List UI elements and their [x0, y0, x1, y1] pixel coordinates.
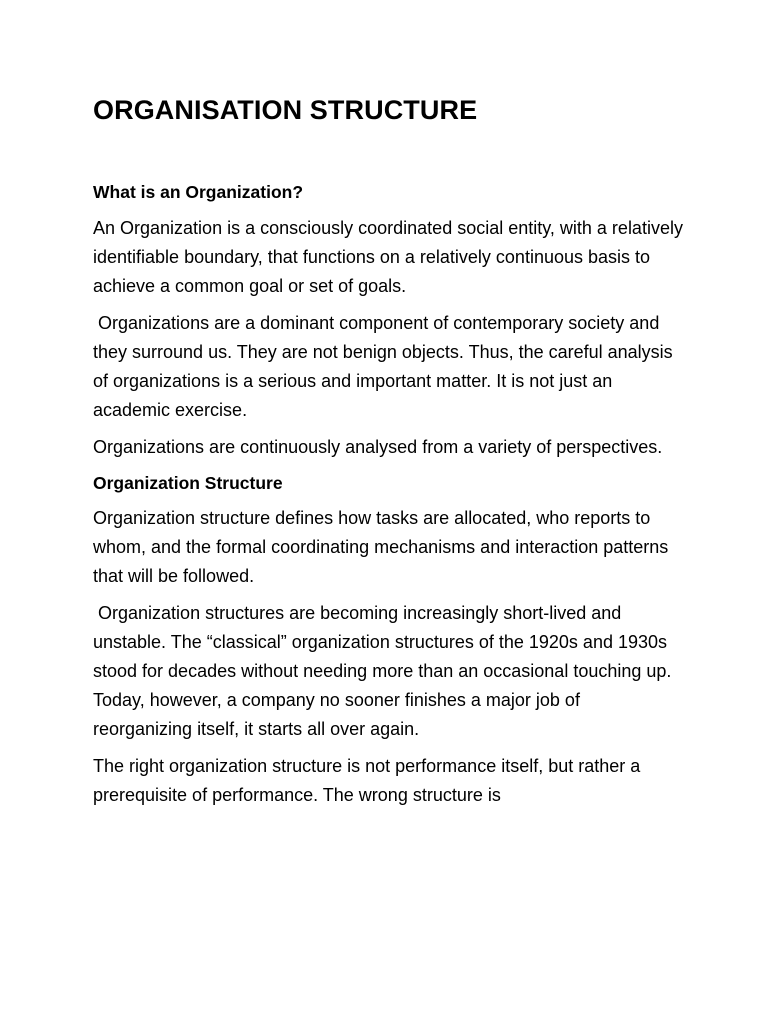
paragraph-organization-definition: An Organization is a consciously coordinated social entity, with a relatively identifiable boundary, that functions on a relatively continuous basis to achieve a common goal or set of goals.: [93, 218, 688, 296]
paragraph-right-structure: The right organization structure is not performance itself, but rather a prerequisite of performance. The wrong structure is: [93, 756, 646, 805]
section-heading-organization-structure: Organization Structure: [93, 473, 283, 493]
document-page: [93, 92, 688, 810]
paragraph-organizations-analysed: Organizations are continuously analysed from a variety of perspectives.: [93, 437, 663, 457]
paragraph-organizations-dominant: Organizations are a dominant component of contemporary society and they surround us. They are not benign objects. Thus, the careful analysis of organizations is a serious and important matter. It is not just an academic exercise.: [93, 313, 678, 420]
paragraph-structure-definition: Organization structure defines how tasks are allocated, who reports to whom, and the formal coordinating mechanisms and interaction patterns that will be followed.: [93, 508, 674, 586]
section-heading-what-is-organization: What is an Organization?: [93, 182, 304, 202]
document-title: ORGANISATION STRUCTURE: [93, 95, 478, 125]
paragraph-structures-unstable: Organization structures are becoming increasingly short-lived and unstable. The “classical” organization structures of the 1920s and 1930s stood for decades without needing more than an occasional touching up. Today, however, a company no sooner finishes a major job of reorganizing itself, it starts all over again.: [93, 603, 677, 739]
